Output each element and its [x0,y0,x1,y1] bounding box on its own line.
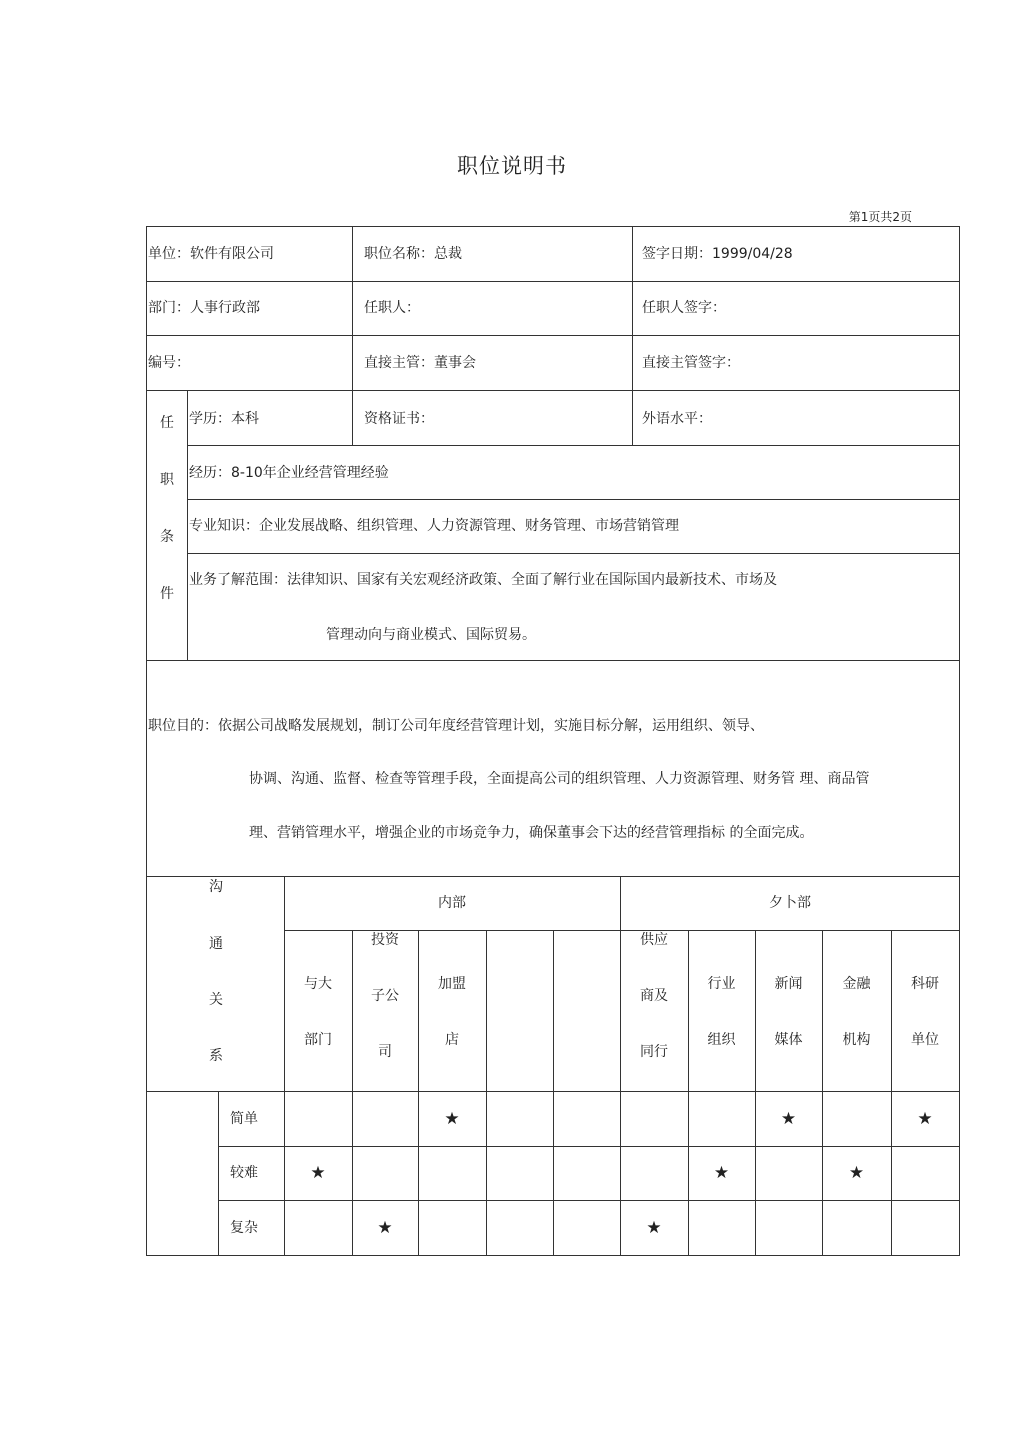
counterpart-column-header: 投资 [371,932,399,948]
star-mark: ★ [377,1218,393,1238]
star-mark: ★ [444,1109,460,1129]
external-header: 夕卜部 [769,895,811,911]
counterpart-column-header: 子公 [371,988,399,1004]
table-border-top [146,226,960,227]
document-title: 职位说明书 [457,154,567,178]
counterpart-column-header: 供应 [640,932,668,948]
qualification-side-label: 条 [160,529,174,545]
supervisor-signature-field: 直接主管签字： [642,355,740,371]
language-level-field: 外语水平： [642,411,712,427]
column-divider [352,226,353,446]
counterpart-column-header: 单位 [911,1032,939,1048]
counterpart-column-header: 金融 [842,976,871,992]
communication-side-label: 沟 [209,879,223,895]
page-indicator: 第1页共2页 [848,210,912,224]
counterpart-column-header: 同行 [640,1044,668,1060]
knowledge-field: 专业知识：企业发展战略、组织管理、人力资源管理、财务管理、市场营销管理 [189,518,679,534]
incumbent-field: 任职人： [364,300,420,316]
counterpart-column-header: 部门 [304,1032,332,1048]
star-mark: ★ [780,1109,797,1129]
purpose-line: 职位目的：依据公司战略发展规划，制订公司年度经营管理计划，实施目标分解，运用组织、领导、 [148,718,764,734]
counterpart-column-header: 店 [445,1032,459,1048]
communication-side-label: 关 [209,992,223,1008]
column-divider [352,930,353,1256]
counterpart-column-header: 科研 [911,976,939,992]
counterpart-column-header: 新闻 [774,976,803,992]
row-divider [187,445,960,446]
row-divider [187,553,960,554]
experience-field: 经历：8-10年企业经营管理经验 [189,465,389,481]
row-divider [146,660,960,661]
star-mark: ★ [713,1163,730,1183]
counterpart-column-header: 司 [378,1044,392,1060]
counterpart-column-header: 媒体 [774,1032,803,1048]
communication-side-label: 系 [209,1048,223,1064]
row-divider [146,281,960,282]
position-name-field: 职位名称：总裁 [364,246,462,262]
row-divider [146,335,960,336]
purpose-line: 理、营销管理水平，增强企业的市场竞争力，确保董事会下达的经营管理指标 的全面完成。 [249,825,814,841]
unit-field: 单位：软件有限公司 [148,246,274,262]
table-border-right [959,226,960,1256]
difficulty-level-label: 简单 [230,1111,258,1127]
column-divider [632,226,633,446]
counterpart-column-header: 机构 [842,1032,871,1048]
column-divider [553,930,554,1256]
table-border-left [146,226,147,1256]
incumbent-signature-field: 任职人签字： [642,300,726,316]
qualification-side-label: 职 [160,472,174,488]
counterpart-column-header: 加盟 [438,976,466,992]
education-field: 学历：本科 [189,411,259,427]
communication-side-label: 通 [209,936,223,952]
certificate-field: 资格证书： [364,411,434,427]
star-mark: ★ [646,1218,662,1238]
star-mark: ★ [848,1163,865,1183]
counterpart-column-header: 行业 [707,976,736,992]
column-divider [218,1091,219,1256]
counterpart-column-header: 组织 [707,1032,736,1048]
direct-supervisor-field: 直接主管：董事会 [364,355,476,371]
difficulty-level-label: 复杂 [230,1220,258,1236]
star-mark: ★ [310,1163,326,1183]
row-divider [187,499,960,500]
qualification-side-label: 任 [160,415,174,431]
number-field: 编号： [148,355,190,371]
counterpart-column-header: 商及 [640,988,668,1004]
row-divider [218,1146,960,1147]
row-divider [146,876,960,877]
sign-date-field: 签字日期：1999/04/28 [642,246,793,262]
difficulty-level-label: 较难 [230,1165,258,1181]
counterpart-column-header: 与大 [304,976,332,992]
row-divider [146,390,960,391]
column-divider [284,876,285,1256]
qualification-side-label: 件 [160,586,174,602]
column-divider [486,930,487,1256]
star-mark: ★ [917,1109,933,1129]
row-divider [218,1200,960,1201]
business-scope-continuation: 管理动向与商业模式、国际贸易。 [326,627,536,643]
department-field: 部门：人事行政部 [148,300,260,316]
purpose-line: 协调、沟通、监督、检查等管理手段，全面提高公司的组织管理、人力资源管理、财务管 理、商品管 [249,771,870,787]
business-scope-field: 业务了解范围：法律知识、国家有关宏观经济政策、全面了解行业在国际国内最新技术、市场及 [189,572,777,588]
column-divider [187,390,188,661]
internal-header: 内部 [438,895,466,911]
